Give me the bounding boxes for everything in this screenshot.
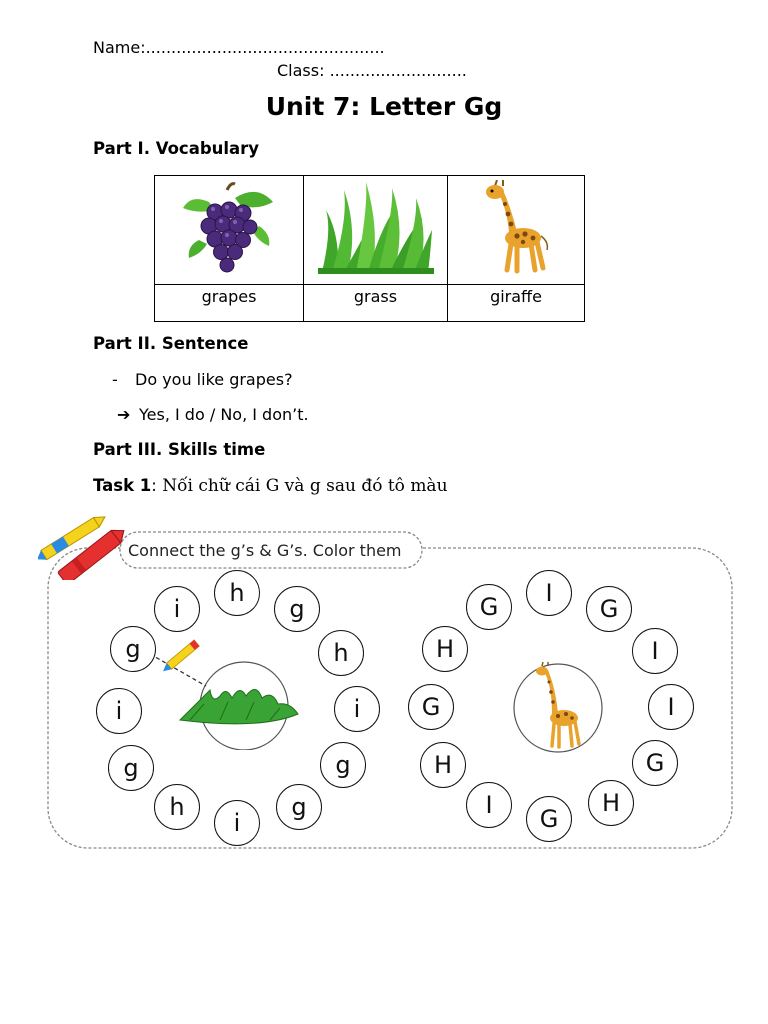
giraffe-icon — [481, 180, 551, 276]
letter-circle[interactable]: h — [214, 570, 260, 616]
letter-circle[interactable]: g — [276, 784, 322, 830]
part3-heading: Part III. Skills time — [93, 440, 266, 459]
giraffe-cell — [448, 176, 585, 285]
task1-label: Task 1 — [93, 476, 152, 495]
letter-circle[interactable]: H — [420, 742, 466, 788]
part2-heading: Part II. Sentence — [93, 334, 249, 353]
letter-circle[interactable]: G — [586, 586, 632, 632]
word-giraffe: giraffe — [448, 285, 585, 322]
letter-circle[interactable]: g — [108, 745, 154, 791]
name-line: Name:............................................... — [93, 38, 385, 57]
letter-circle[interactable]: h — [154, 784, 200, 830]
part1-heading: Part I. Vocabulary — [93, 139, 260, 158]
letter-circle[interactable]: I — [526, 570, 572, 616]
letter-circle[interactable]: G — [632, 740, 678, 786]
bullet-dash: - — [112, 370, 118, 389]
grapes-icon — [179, 180, 279, 276]
example-connection-line — [146, 632, 226, 690]
class-line: Class: ........................... — [277, 61, 467, 80]
grass-cell — [304, 176, 448, 285]
letter-circle[interactable]: I — [466, 782, 512, 828]
activity-banner: Connect the g’s & G’s. Color them — [128, 541, 402, 560]
word-grass: grass — [304, 285, 448, 322]
letter-circle[interactable]: i — [96, 688, 142, 734]
letter-circle[interactable]: G — [526, 796, 572, 842]
activity-frame — [40, 512, 740, 857]
page-title: Unit 7: Letter Gg — [265, 92, 503, 121]
letter-circle[interactable]: I — [632, 628, 678, 674]
sentence-answer: Yes, I do / No, I don’t. — [139, 405, 309, 424]
vocabulary-table — [154, 175, 585, 322]
letter-circle[interactable]: G — [466, 584, 512, 630]
letter-circle[interactable]: H — [422, 626, 468, 672]
letter-circle[interactable]: h — [318, 630, 364, 676]
letter-circle[interactable]: g — [110, 626, 156, 672]
grass-icon — [318, 180, 434, 276]
letter-circle[interactable]: i — [154, 586, 200, 632]
giraffe-center-icon — [512, 662, 604, 754]
letter-circle[interactable]: i — [214, 800, 260, 846]
letter-circle[interactable]: i — [334, 686, 380, 732]
letter-circle[interactable]: g — [320, 742, 366, 788]
task1-colon: : — [151, 476, 157, 495]
letter-circle[interactable]: I — [648, 684, 694, 730]
sentence-question: Do you like grapes? — [135, 370, 293, 389]
grapes-cell — [155, 176, 304, 285]
answer-arrow: ➔ — [117, 405, 131, 424]
task1-text: Nối chữ cái G và g sau đó tô màu — [156, 476, 448, 496]
crayons-icon — [38, 514, 134, 580]
word-grapes: grapes — [155, 285, 304, 322]
task1-instruction — [93, 476, 448, 496]
letter-circle[interactable]: g — [274, 586, 320, 632]
letter-circle[interactable]: G — [408, 684, 454, 730]
letter-circle[interactable]: H — [588, 780, 634, 826]
